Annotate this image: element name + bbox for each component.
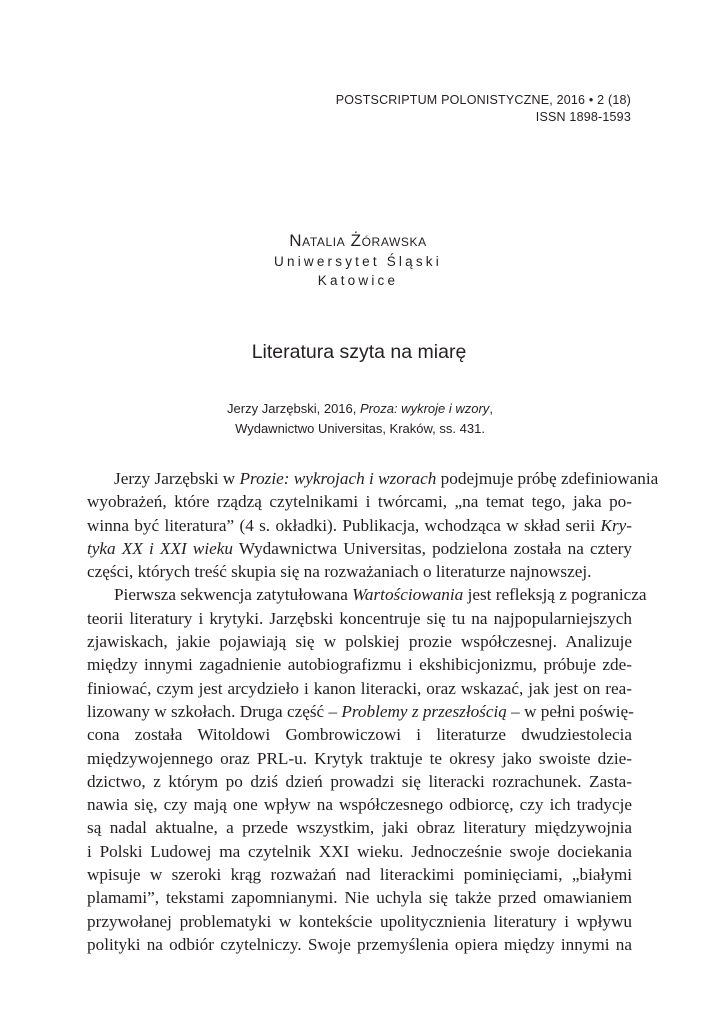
body-line [87, 886, 632, 909]
body-line [87, 933, 632, 956]
body-line [87, 560, 632, 583]
text-run: Wydawnictwa Universitas, podzielona została na cztery [233, 538, 632, 558]
body-line [87, 840, 632, 863]
text-run: Jerzy Jarzębski w [114, 469, 240, 488]
text-run: między innymi zagadnienie autobiografizmu i ekshibicjonizmu, próbuje zde- [87, 655, 632, 675]
text-run: są nadal aktualne, a przede wszystkim, jaki obraz literatury międzywojnia [87, 818, 632, 838]
body-line [87, 793, 632, 816]
journal-title: POSTSCRIPTUM POLONISTYCZNE, 2016 • 2 (18) [335, 93, 631, 107]
biblio-author-year: Jerzy Jarzębski, 2016, [227, 401, 360, 416]
body-line [87, 910, 632, 933]
body-text [87, 467, 659, 956]
body-line [87, 653, 632, 676]
author-city: Katowice [317, 273, 399, 288]
journal-header [336, 92, 631, 126]
body-line [87, 514, 632, 537]
text-run: i Polski Ludowej ma czytelnik XXI wieku. Jednocześnie swoje dociekania [87, 841, 632, 861]
body-line [87, 630, 632, 653]
text-run: części, których treść skupia się na rozważaniach o literaturze najnowszej. [87, 562, 592, 582]
text-run: plamami”, tekstami zapomnianymi. Nie uchyla się także przed omawianiem [87, 888, 632, 908]
author-block [0, 230, 716, 290]
author-affiliation: Uniwersytet Śląski [274, 254, 442, 269]
body-line [87, 863, 632, 886]
text-run: winna być literatura” (4 s. okładki). Publikacja, wchodząca w skład serii [87, 515, 601, 535]
review-title: Literatura szyta na miarę [251, 341, 467, 363]
text-run: finiować, czym jest arcydzieło i kanon literacki, oraz wskazać, jak jest on rea- [87, 678, 632, 698]
text-run: teorii literatury i krytyki. Jarzębski koncentruje się tu na najpopularniejszych [87, 608, 632, 628]
italic-title: Wartościowania [352, 585, 464, 605]
biblio-line-1 [0, 399, 720, 419]
italic-title: tyka XX i XXI wieku [87, 538, 233, 558]
text-run: jest refleksją z pogranicza [463, 585, 647, 605]
text-run: polityki na odbiór czytelniczy. Swoje przemyślenia opiera między innymi na [87, 934, 632, 954]
text-run: podejmuje próbę zdefiniowania [436, 469, 659, 488]
text-run: wyobrażeń, które rządzą czytelnikami i twórcami, „na temat tego, jaka po- [87, 492, 632, 512]
biblio-book-title: Proza: wykroje i wzory [360, 401, 490, 416]
italic-title: Prozie: wykrojach i wzorach [239, 469, 437, 488]
text-run: dzictwo, z którym po dziś dzień prowadzi się literacki rozrachunek. Zasta- [87, 771, 632, 791]
body-line [87, 747, 632, 770]
italic-title: Kry- [600, 515, 632, 535]
body-line [87, 700, 632, 723]
body-line [87, 607, 632, 630]
text-run: lizowany w szkołach. Druga część – [87, 701, 342, 721]
author-name: Natalia Żórawska [289, 231, 427, 250]
body-line [87, 490, 632, 513]
text-run: – w pełni poświę- [506, 701, 634, 721]
body-line [87, 467, 659, 490]
biblio-publisher: Wydawnictwo Universitas, Kraków, ss. 431. [235, 421, 485, 436]
bibliographic-note [0, 399, 720, 439]
text-run: zjawiskach, jakie pojawiają się w polskiej prozie współczesnej. Analizuje [87, 632, 632, 652]
journal-issn: ISSN 1898-1593 [535, 110, 631, 124]
text-run: Pierwsza sekwencja zatytułowana [114, 585, 353, 605]
body-line [87, 677, 632, 700]
body-line [87, 723, 632, 746]
body-line [87, 537, 632, 560]
text-run: międzywojennego oraz PRL-u. Krytyk traktuje te okresy jako swoiste dzie- [87, 748, 632, 768]
text-run: nawia się, czy mają one wpływ na współczesnego odbiorcę, czy ich tradycje [87, 795, 632, 815]
italic-title: Problemy z przeszłością [341, 701, 507, 721]
text-run: cona została Witoldowi Gombrowiczowi i literaturze dwudziestolecia [87, 725, 632, 745]
body-line [87, 816, 632, 839]
text-run: przywołanej problematyki w kontekście upolitycznienia literatury i wpływu [87, 911, 632, 931]
body-line [87, 583, 647, 606]
body-line [87, 770, 632, 793]
text-run: wpisuje w szeroki krąg rozważań nad literackimi pominięciami, „białymi [87, 865, 632, 885]
biblio-punct: , [489, 401, 493, 416]
